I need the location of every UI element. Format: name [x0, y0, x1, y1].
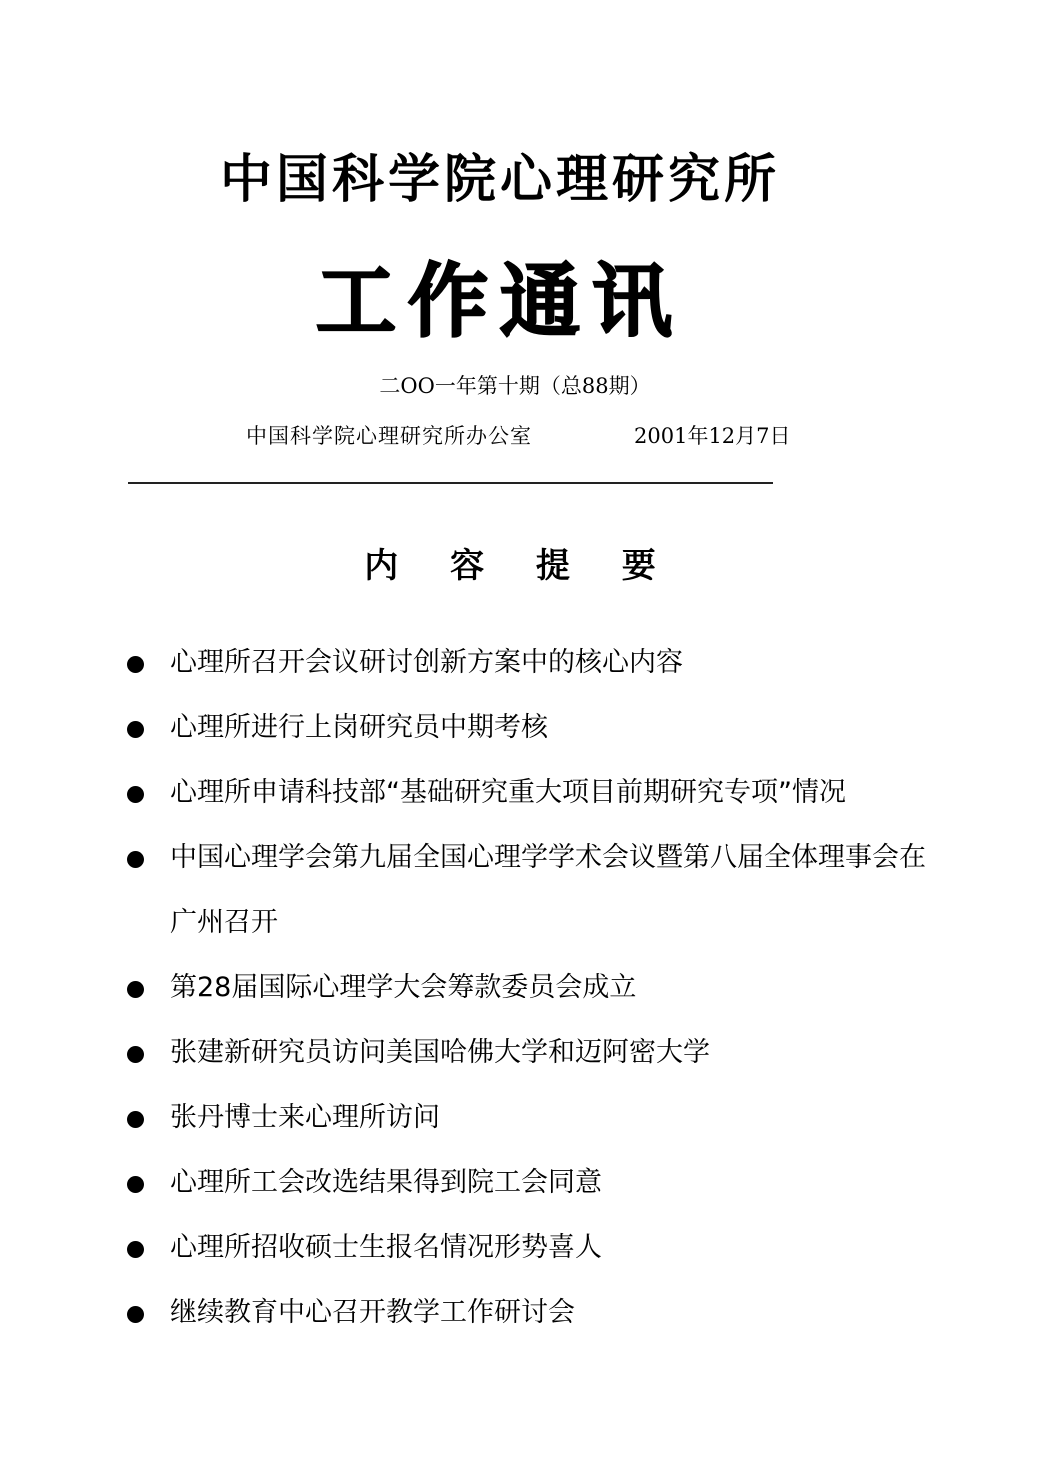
summary-item [0, 1280, 1040, 1345]
publication-meta [246, 420, 791, 452]
summary-item [0, 630, 1040, 695]
summary-item [0, 1020, 1040, 1085]
summary-item [0, 760, 1040, 825]
summary-item-text: 中国心理学会第九届全国心理学学术会议暨第八届全体理事会在广州召开 [170, 842, 926, 938]
summary-item-text: 心理所工会改选结果得到院工会同意 [170, 1167, 602, 1198]
publication-date: 2001年12月7日 [634, 424, 791, 448]
summary-item [0, 695, 1040, 760]
summary-item [0, 825, 1040, 955]
bullet-icon [127, 1306, 144, 1323]
summary-item-text: 继续教育中心召开教学工作研讨会 [170, 1297, 575, 1328]
issuing-office: 中国科学院心理研究所办公室 [246, 424, 532, 448]
summary-list [0, 630, 1040, 1345]
bullet-icon [127, 851, 144, 868]
summary-item-text: 心理所召开会议研讨创新方案中的核心内容 [170, 647, 683, 678]
summary-heading: 内 容 提 要 [364, 546, 676, 586]
bullet-icon [127, 786, 144, 803]
summary-item [0, 955, 1040, 1020]
bullet-icon [127, 721, 144, 738]
summary-item-text: 心理所进行上岗研究员中期考核 [170, 712, 548, 743]
summary-item-text: 第28届国际心理学大会筹款委员会成立 [170, 972, 637, 1003]
organization-title: 中国科学院心理研究所 [219, 149, 780, 210]
bullet-icon [127, 1176, 144, 1193]
bullet-icon [127, 656, 144, 673]
summary-item-text: 张丹博士来心理所访问 [170, 1102, 440, 1133]
issue-number: 二OO一年第十期（总88期） [379, 374, 651, 398]
bullet-icon [127, 1241, 144, 1258]
summary-item [0, 1215, 1040, 1280]
summary-item-text: 心理所招收硕士生报名情况形势喜人 [170, 1232, 602, 1263]
summary-item-text: 张建新研究员访问美国哈佛大学和迈阿密大学 [170, 1037, 710, 1068]
divider-rule [128, 482, 773, 484]
summary-item-text: 心理所申请科技部“基础研究重大项目前期研究专项”情况 [170, 777, 846, 808]
summary-item [0, 1150, 1040, 1215]
bullet-icon [127, 1111, 144, 1128]
bullet-icon [127, 981, 144, 998]
newsletter-title: 工作通讯 [316, 255, 684, 348]
bullet-icon [127, 1046, 144, 1063]
summary-item [0, 1085, 1040, 1150]
